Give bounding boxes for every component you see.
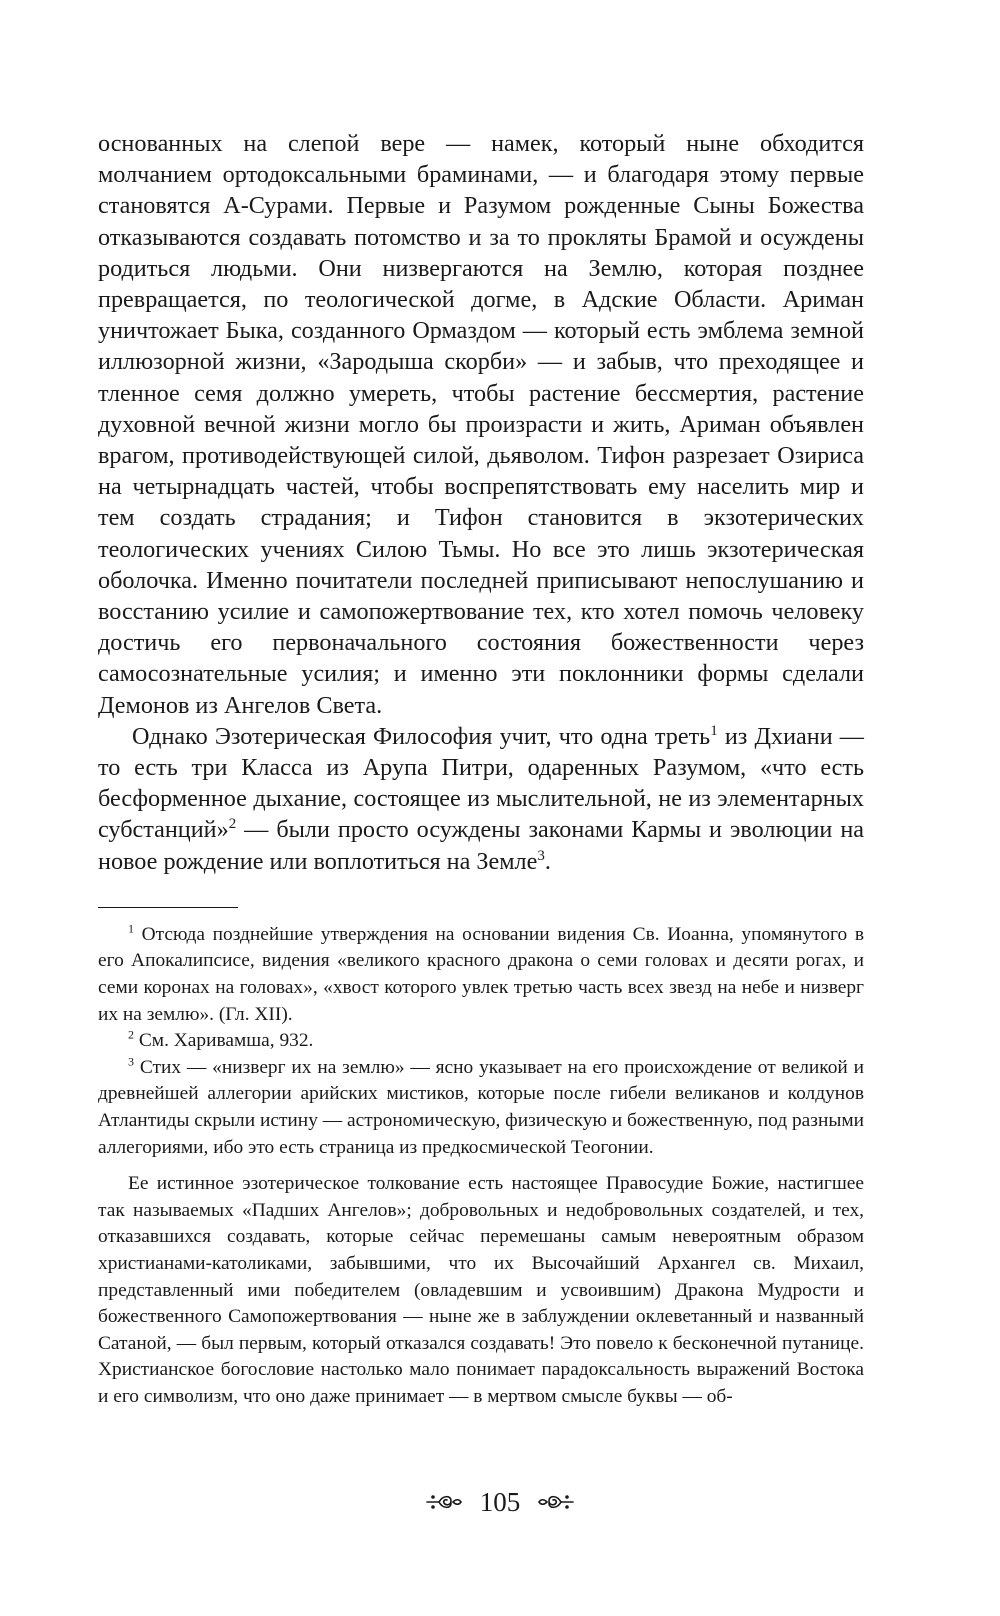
footnote-1 — [98, 922, 864, 1028]
paragraph-2-part-b: из Дхиани — то есть три Класса из Арупа Питри, одаренных Разумом, «что есть бесформенное дыхание, состоящее из мыслительной, не из элементарных субстанций» — [98, 722, 864, 844]
footnote-2-text: См. Харивамша, 932. — [134, 1030, 314, 1052]
footnote-3-text: Стих — «низверг их на землю» — ясно указывает на его происхождение от великой и древнейшей аллегории арийских мистиков, которые после гибели великанов и колдунов Атлантиды скрыли истину — астрономическую, физическую и божественную, под разными аллегориями, ибо это есть страница из предкосмической Теогонии. — [98, 1056, 864, 1158]
footnote-2-marker: 2 — [128, 1027, 135, 1042]
page-footer — [0, 1486, 1000, 1518]
footnote-3-marker: 3 — [128, 1054, 135, 1069]
paragraph-2-part-c: — были просто осуждены законами Кармы и эволюции на новое рождение или воплотиться на Земле — [98, 816, 864, 875]
fleuron-left-icon — [425, 1491, 465, 1513]
footnote-divider — [98, 907, 238, 908]
paragraph-1: основанных на слепой вере — намек, который ныне обходится молчанием ортодоксальными браминами, — и благодаря этому первые становятся А-Сурами. Первые и Разумом рожденные Сыны Божества отказываются создавать потомство и за то прокляты Брамой и осуждены родиться людьми. Они низвергаются на Землю, которая позднее превращается, по теологической догме, в Адские Области. Ариман уничтожает Быка, созданного Ормаздом — который есть эмблема земной иллюзорной жизни, «Зародыша скорби» — и забыв, что преходящее и тленное семя должно умереть, чтобы растение бессмертия, растение духовной вечной жизни могло бы произрасти и жить, Ариман объявлен врагом, противодействующей силой, дьяволом. Тифон разрезает Озириса на четырнадцать частей, чтобы воспрепятствовать ему населить мир и тем создать страдания; и Тифон становится в экзотерических теологических учениях Силою Тьмы. Но все это лишь экзотерическая оболочка. Именно почитатели последней приписывают непослушанию и восстанию усилие и самопожертвование тех, кто хотел помочь человеку достичь его первоначального состояния божественности через самосознательные усилия; и именно эти поклонники формы сделали Демонов из Ангелов Света. — [98, 130, 864, 719]
footnotes — [98, 922, 864, 1411]
paragraph-2 — [98, 721, 864, 877]
paragraph-2-part-d: . — [544, 847, 551, 875]
main-text — [98, 128, 864, 877]
footnote-ref-2: 2 — [228, 816, 237, 833]
footnote-3-continuation: Ее истинное эзотерическое толкование есть настоящее Правосудие Божие, настигшее так называемых «Падших Ангелов»; добровольных и недобровольных создателей, и тех, отказавшихся создавать, которые сейчас перемешаны самым невероятным образом христианами-католиками, забывшими, что их Высочайший Архангел св. Михаил, представленный ими победителем (овладевшим и усвоившим) Дракона Мудрости и божественного Самопожертвования — ныне же в заблуждении оклеветанный и названный Сатаной, — был первым, который отказался создавать! Это повело к бесконечной путанице. Христианское богословие настолько мало понимает парадоксальность выражений Востока и его символизм, что оно даже принимает — в мертвом смысле буквы — об- — [98, 1173, 864, 1407]
paragraph-2-part-a: Однако Эзотерическая Философия учит, что одна треть — [132, 722, 711, 750]
footnote-ref-3: 3 — [537, 847, 545, 864]
footnote-1-text: Отсюда позднейшие утверждения на основании видения Св. Иоанна, упомянутого в его Апокалипсисе, видения «великого красного дракона о семи головах и десяти рогах, и семи коронах на головах», «хвост которого увлек третью часть всех звезд на небе и низверг их на землю». (Гл. XII). — [98, 923, 864, 1025]
footnote-ref-1: 1 — [710, 722, 718, 739]
footnote-2 — [98, 1028, 864, 1055]
fleuron-right-icon — [535, 1491, 575, 1513]
page-number: 105 — [479, 1487, 521, 1517]
footnote-3 — [98, 1055, 864, 1161]
footnote-1-marker: 1 — [128, 921, 135, 936]
book-page — [98, 128, 864, 1411]
